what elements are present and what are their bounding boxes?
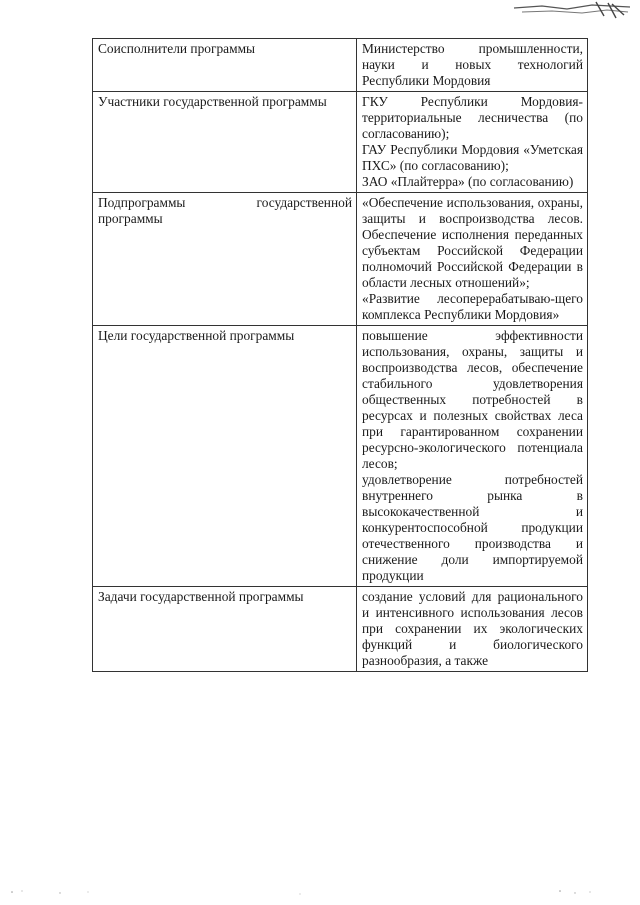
row-value-paragraph: удовлетворение потребностей внутреннего рынка в высококачественной и конкурентоспособной продукции отечественного производства и снижение доли импортируемой продукции [362,472,583,583]
scan-artifact-mark [512,0,632,22]
row-label: Подпрограммы государственной программы [93,193,357,326]
row-value-paragraph: ЗАО «Плайтерра» (по согласованию) [362,174,574,189]
row-label: Участники государственной программы [93,92,357,193]
row-value [357,39,588,92]
row-value [357,326,588,587]
row-value-paragraph: «Развитие лесоперерабатываю-щего комплекса Республики Мордовия» [362,291,583,322]
table-row-tasks [93,587,588,672]
row-value [357,193,588,326]
row-value-paragraph: ГАУ Республики Мордовия «Уметская ПХС» (по согласованию); [362,142,583,173]
row-label: Соисполнители программы [93,39,357,92]
table-row-goals [93,326,588,587]
table-row-subprograms [93,193,588,326]
row-value-paragraph: Министерство промышленности, науки и новых технологий Республики Мордовия [362,41,583,88]
table-row-co-executors [93,39,588,92]
row-value-paragraph: повышение эффективности использования, охраны, защиты и воспроизводства лесов, обеспечение стабильного удовлетворения общественных потребностей в ресурсах и полезных свойствах леса при гарантированном сохранении ресурсно-экологического потенциала лесов; [362,328,583,471]
scan-noise-dots [0,885,640,899]
row-value [357,587,588,672]
row-label: Цели государственной программы [93,326,357,587]
row-value-paragraph: создание условий для рационального и интенсивного использования лесов при сохранении их экологических функций и биологического разнообразия, а также [362,589,583,668]
program-passport-table [92,38,588,672]
row-value [357,92,588,193]
row-label: Задачи государственной программы [93,587,357,672]
row-value-paragraph: ГКУ Республики Мордовия-территориальные лесничества (по согласованию); [362,94,583,141]
row-value-paragraph: «Обеспечение использования, охраны, защиты и воспроизводства лесов. Обеспечение исполнения переданных субъектам Российской Федерации полномочий Российской Федерации в области лесных отношений»; [362,195,583,290]
table-row-participants [93,92,588,193]
